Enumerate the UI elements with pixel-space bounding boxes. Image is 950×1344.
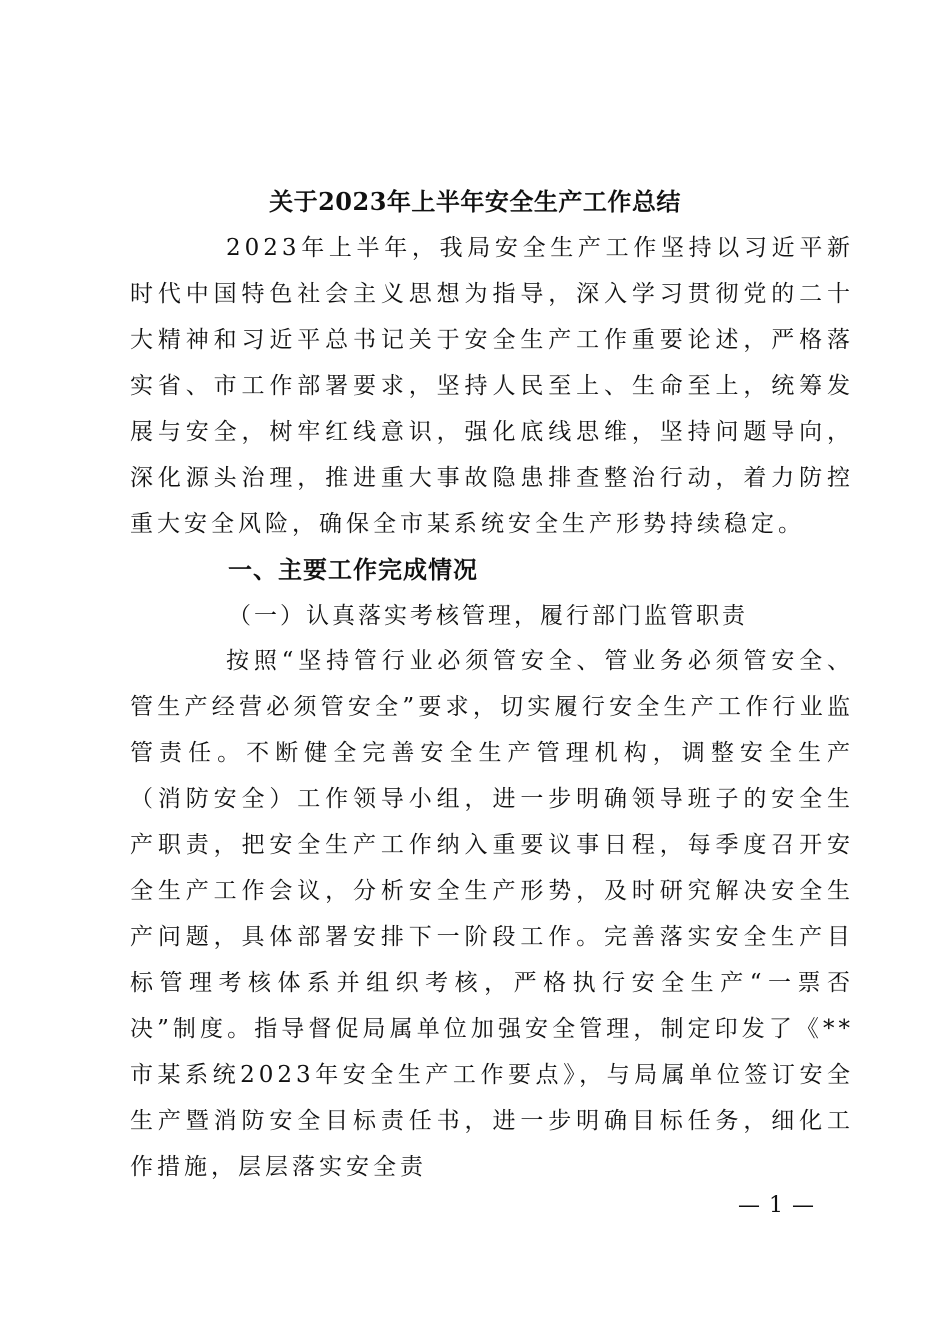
- section-heading: 一、主要工作完成情况: [228, 556, 478, 584]
- intro-paragraph: 2023年上半年，我局安全生产工作坚持以习近平新时代中国特色社会主义思想为指导，深入学习贯彻党的二十大精神和习近平总书记关于安全生产工作重要论述，严格落实省、市工作部署要求，坚持人民至上、生命至上，统筹发展与安全，树牢红线意识，强化底线思维，坚持问题导向，深化源头治理，推进重大事故隐患排查整治行动，着力防控重大安全风险，确保全市某系统安全生产形势持续稳定。: [130, 235, 854, 537]
- body-paragraph: 按照“坚持管行业必须管安全、管业务必须管安全、管生产经营必须管安全”要求，切实履行安全生产工作行业监管责任。不断健全完善安全生产管理机构，调整安全生产（消防安全）工作领导小组，进一步明确领导班子的安全生产职责，把安全生产工作纳入重要议事日程，每季度召开安全生产工作会议，分析安全生产形势，及时研究解决安全生产问题，具体部署安排下一阶段工作。完善落实安全生产目标管理考核体系并组织考核，严格执行安全生产“一票否决”制度。指导督促局属单位加强安全管理，制定印发了《**市某系统2023年安全生产工作要点》，与局属单位签订安全生产暨消防安全目标责任书，进一步明确目标任务，细化工作措施，层层落实安全责: [130, 648, 854, 1180]
- document-title: 关于2023年上半年安全生产工作总结: [269, 187, 681, 216]
- page-number: — 1 —: [738, 1193, 815, 1218]
- subsection-heading: （一）认真落实考核管理，履行部门监管职责: [228, 603, 748, 629]
